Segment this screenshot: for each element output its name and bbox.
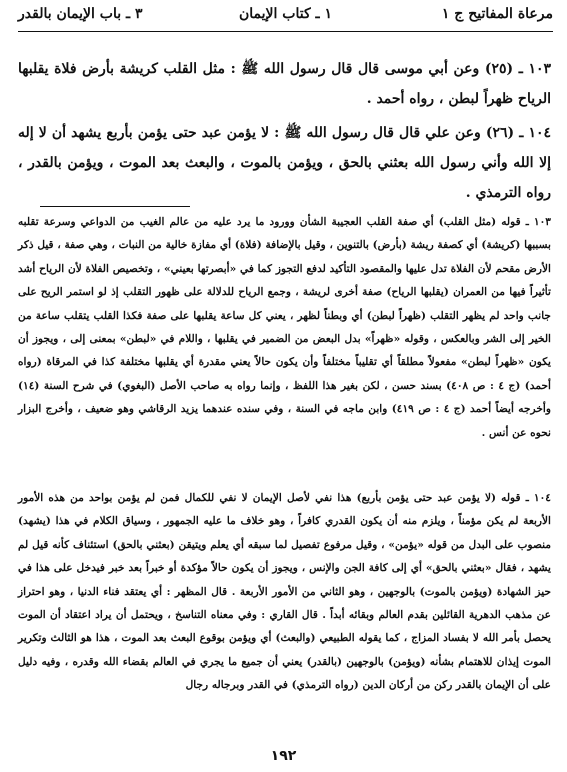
hadith-103-text: ١٠٣ ـ (٢٥) وعن أبي موسى قال قال رسول الله ﷺ : مثل القلب كريشة بأرض فلاة يقلبها الرياح ظهراً لبطن ، رواه أحمد . bbox=[18, 61, 551, 107]
header-rule bbox=[18, 31, 553, 32]
header-section: ٣ ـ باب الإيمان بالقدر bbox=[18, 6, 143, 22]
commentary-103: ١٠٣ ـ قوله (مثل القلب) أي صفة القلب العجيبة الشأن وورود ما يرد عليه من عالم الغيب من الدواعي وسرعة تقلبه بسببها (كريشة) أي كصفة ريشة (بأرض) بالتنوين ، وقيل بالإضافة (فلاة) أي مفازة خالية من النبات ، وهي صفة ، قيل ذكر الأرض مقحم لأن الفلاة تدل عليها والمقصود التأكيد لدفع التجوز كما في «أبصرتها بعيني» ، وتخصيص الفلاة لأن الرياح أشد تأثيراً فيها من العمران (يقلبها الرياح) صفة أخرى لريشة ، وجمع الرياح للدلالة على ظهور التقلب إذ لو استمر الريح على جانب واحد لم يظهر التقلب (ظهراً لبطن) أي وبطناً لظهر ، يعني كل ساعة يقلبها على صفة فكذا القلب يتقلب ساعة من الخير إلى الشر وبالعكس ، وقوله «ظهراً» بدل البعض من الضمير في يقلبها ، واللام في «لبطن» بمعنى إلى ، ويجوز أن يكون «ظهراً لبطن» مفعولاً مطلقاً أي تقليباً مختلفاً وأن يكون حالاً يعني مقدرة أي يقلبها مختلفة كذا في المرقاة (رواه أحمد) (ج ٤ : ص ٤٠٨) بسند حسن ، لكن بغير هذا اللفظ ، وإنما رواه به صاحب الأصل (البغوي) في شرح السنة (١٤) وأخرجه أيضاً أحمد (ج ٤ : ص ٤١٩) وابن ماجه في السنة ، وفي سنده عندهما يزيد الرقاشي وهو ضعيف ، وأخرج البزار نحوه عن أنس . bbox=[18, 216, 551, 439]
commentary-104: ١٠٤ ـ قوله (لا يؤمن عبد حتى يؤمن بأربع) هذا نفي لأصل الإيمان لا نفي للكمال فمن لم يؤمن بواحد من هذه الأمور الأربعة لم يكن مؤمناً ، ويلزم منه أن يكون القدري كافراً ، وهو خلاف ما عليه الجمهور ، وسياق الكلام في هذا (يشهد) منصوب على البدل من قوله «يؤمن» ، وقيل مرفوع تفصيل لما سبقه أي يعلم ويتيقن (بعثني بالحق) استئناف كأنه قيل لم يشهد ، فقال «بعثني بالحق» أي إلى كافة الجن والإنس ، ويجوز أن يكون حالاً مؤكدة أو خبراً بعد خبر فيدخل على هذا في حيز الشهادة (ويؤمن بالموت) بالوجهين ، وهو الثاني من الأمور الأربعة . قال المظهر : أي يعتقد فناء الدنيا ، وهو احتراز عن مذهب الدهرية القائلين بقدم العالم وبقائه أبداً . قال القاري : وفي معناه التناسخ ، ويحتمل أن يراد اعتقاد أن الموت يحصل بأمر الله لا بفساد المزاج ، كما يقوله الطبيعي (والبعث) أي ويؤمن بوقوع البعث بعد الموت ، هذا هو الثالث وتكرير الموت إيذان للاهتمام بشأنه (ويؤمن) بالوجهين (بالقدر) يعني أن جميع ما يجري في العالم بقضاء الله وقدره ، وفيه دليل على أن الإيمان بالقدر ركن من أركان الدين (رواه الترمذي) في القدر وبرجاله رجال bbox=[18, 492, 551, 692]
header-book-chapter: ١ ـ كتاب الإيمان bbox=[238, 6, 333, 22]
page-number: ١٩٢ bbox=[270, 748, 297, 764]
hadith-104-text: ١٠٤ ـ (٢٦) وعن علي قال قال رسول الله ﷺ : لا يؤمن عبد حتى يؤمن بأربع يشهد أن لا إله إلا الله وأني رسول الله بعثني بالحق ، ويؤمن بالموت ، والبعث بعد الموت ، ويؤمن بالقدر ، رواه الترمذي . bbox=[18, 125, 551, 201]
footnote-separator bbox=[40, 206, 190, 207]
running-header bbox=[18, 6, 553, 28]
header-book-title: مرعاة المفاتيح ج ١ bbox=[441, 6, 553, 22]
